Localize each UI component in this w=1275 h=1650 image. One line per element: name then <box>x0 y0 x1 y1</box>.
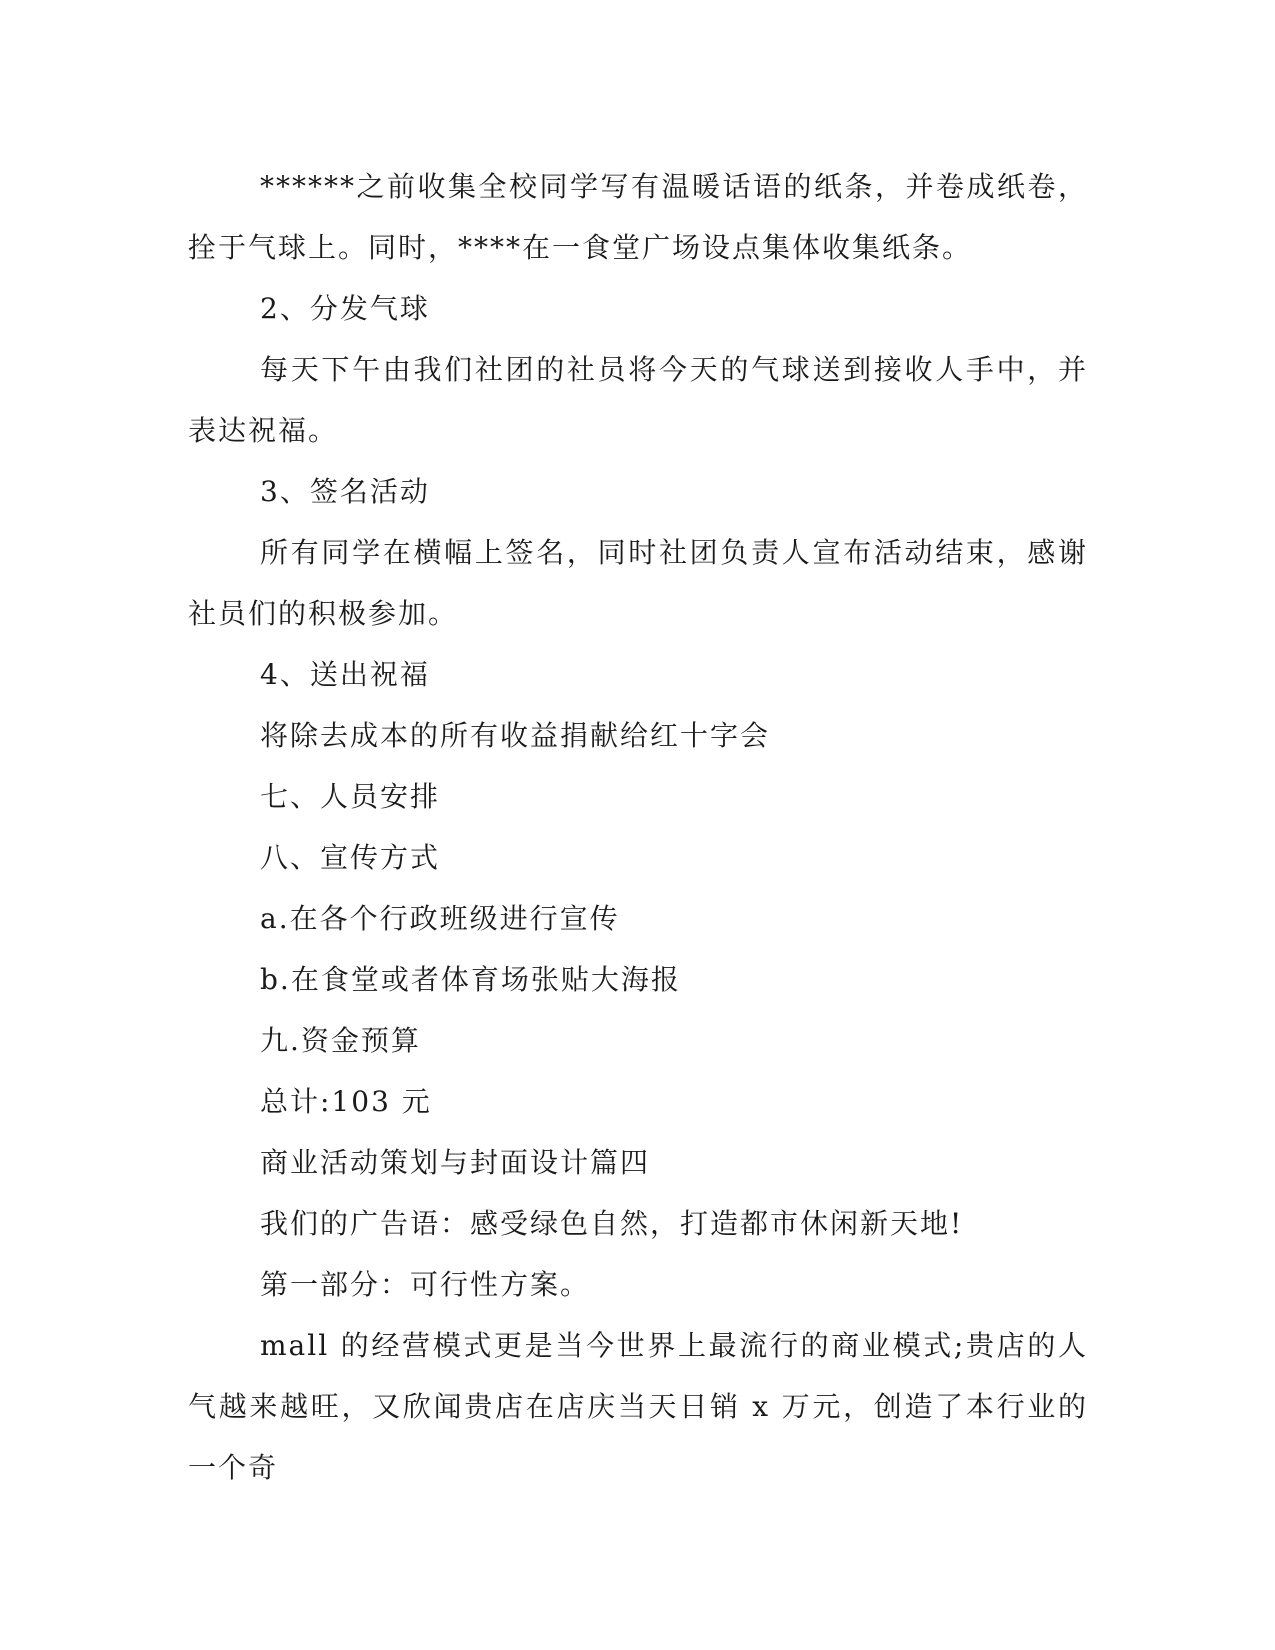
heading-signature-activity: 3、签名活动 <box>260 475 430 508</box>
heading-send-blessings: 4、送出祝福 <box>260 658 430 691</box>
paragraph-slogan: 我们的广告语：感受绿色自然，打造都市休闲新天地! <box>260 1207 964 1240</box>
paragraph-balloon-notes: ******之前收集全校同学写有温暖话语的纸条，并卷成纸卷，拴于气球上。同时，****在一食堂广场设点集体收集纸条。 <box>188 170 1088 264</box>
heading-promotion: 八、宣传方式 <box>260 841 441 874</box>
heading-staffing: 七、人员安排 <box>260 780 441 813</box>
paragraph-donation: 将除去成本的所有收益捐献给红十字会 <box>260 719 771 752</box>
section-title-part-four: 商业活动策划与封面设计篇四 <box>260 1146 651 1179</box>
heading-distribute-balloons: 2、分发气球 <box>260 292 430 325</box>
paragraph-banner-signing: 所有同学在横幅上签名，同时社团负责人宣布活动结束，感谢社员们的积极参加。 <box>188 536 1088 630</box>
heading-budget: 九.资金预算 <box>260 1024 421 1057</box>
paragraph-mall-model: mall 的经营模式更是当今世界上最流行的商业模式;贵店的人气越来越旺，又欣闻贵店在店庆当天日销 x 万元，创造了本行业的一个奇 <box>188 1329 1088 1484</box>
list-item-posters: b.在食堂或者体育场张贴大海报 <box>260 963 681 996</box>
document-body <box>188 156 1088 1498</box>
budget-total: 总计:103 元 <box>260 1085 432 1118</box>
heading-part-one: 第一部分：可行性方案。 <box>260 1268 591 1301</box>
list-item-class-promotion: a.在各个行政班级进行宣传 <box>260 902 620 935</box>
paragraph-deliver-balloons: 每天下午由我们社团的社员将今天的气球送到接收人手中，并表达祝福。 <box>188 353 1088 447</box>
